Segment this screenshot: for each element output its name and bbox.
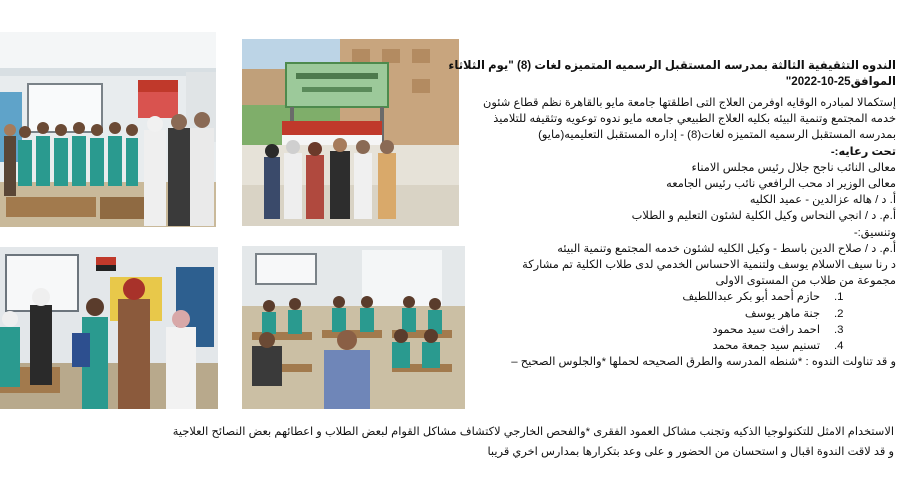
- article-title-line-2: الموافق25-10-2022": [785, 74, 896, 88]
- schoolyard-illustration: [242, 39, 459, 226]
- backpack-demo-illustration: [0, 247, 218, 409]
- event-photo-students-seated: [242, 246, 465, 409]
- patron-3: أ. د / هاله عزالدين - عميد الكليه: [749, 194, 896, 207]
- patronage-heading: تحت رعايه:-: [830, 145, 896, 158]
- intro-line-1: إستكمالا لمبادره الوقايه اوفرمن العلاج التى اطلقتها جامعة مايو بالقاهرة نظم قطاع شئون: [483, 97, 896, 109]
- students-seated-illustration: [242, 246, 465, 409]
- article-title-line-1: الندوه التثقيفية الثالثة بمدرسه المستقبل الرسميه المتميزه لغات (8) "يوم الثلاثاء: [448, 59, 896, 72]
- group-classroom-illustration: [0, 32, 216, 227]
- event-photo-group-classroom: [0, 32, 216, 227]
- patron-1: معالى النائب ناجح جلال رئيس مجلس الامناء: [691, 161, 896, 174]
- intro-line-3: بمدرسه المستقبل الرسميه المتميزه لغات(8) - إداره المستقبل التعليميه(مايو): [538, 129, 896, 142]
- student-name: حازم أحمد أبو بكر عبداللطيف: [682, 291, 820, 304]
- student-item: [468, 322, 852, 338]
- student-item: [468, 306, 852, 322]
- student-number: 4.: [834, 340, 844, 353]
- topics-line-1: و قد تناولت الندوه : *شنطه المدرسه والطرق الصحيحه لحملها *والجلوس الصحيح –: [511, 356, 896, 369]
- student-name: تسنيم سيد جمعة محمد: [712, 340, 820, 353]
- coordination-heading: وتنسيق:-: [853, 226, 896, 239]
- coordination-line-3: مجموعة من طلاب من المستوى الاولى: [715, 275, 896, 288]
- student-name: جنة ماهر يوسف: [744, 307, 820, 320]
- student-name: احمد رافت سيد محمود: [712, 323, 820, 336]
- student-number: 2.: [834, 307, 844, 320]
- event-photo-backpack-demo: [0, 247, 218, 409]
- student-number: 3.: [834, 323, 844, 336]
- coordination-line-2: د رنا سيف الاسلام يوسف ولتنمية الاحساس الخدمي لدى طلاب الكلية تم مشاركة: [522, 259, 896, 272]
- student-item: [468, 289, 852, 305]
- intro-line-2: خدمه المجتمع وتنمية البيئه بكليه العلاج الطبيعي جامعه مايو ندوه توعويه وتثقيفه للتلاميذ: [493, 113, 896, 126]
- coordination-line-1: أ.م. د / صلاح الدين باسط - وكيل الكليه لشئون خدمه المجتمع وتنمية البيئه: [557, 242, 896, 255]
- article-body: [448, 58, 896, 370]
- topics-line-3: و قد لاقت الندوة اقبال و استحسان من الحضور و على وعد بتكرارها بمدارس اخري قريبا: [487, 446, 894, 458]
- student-item: [468, 338, 852, 354]
- patron-4: أ.م. د / انجي النحاس وكيل الكلية لشئون التعليم و الطلاب: [631, 210, 896, 223]
- students-list: [468, 289, 896, 354]
- student-number: 1.: [834, 291, 844, 304]
- event-photo-schoolyard-banner: [242, 39, 459, 226]
- topics-line-2: الاستخدام الامثل للتكنولوجيا الذكيه وتجنب مشاكل العمود الفقرى *والفحص الخارجي لاكتشاف مشاكل القوام لبعض الطلاب و اعطائهم بعض النصائح العلاجية: [172, 426, 894, 438]
- patron-2: معالى الوزير اد محب الرافعي نائب رئيس الجامعه: [666, 178, 896, 191]
